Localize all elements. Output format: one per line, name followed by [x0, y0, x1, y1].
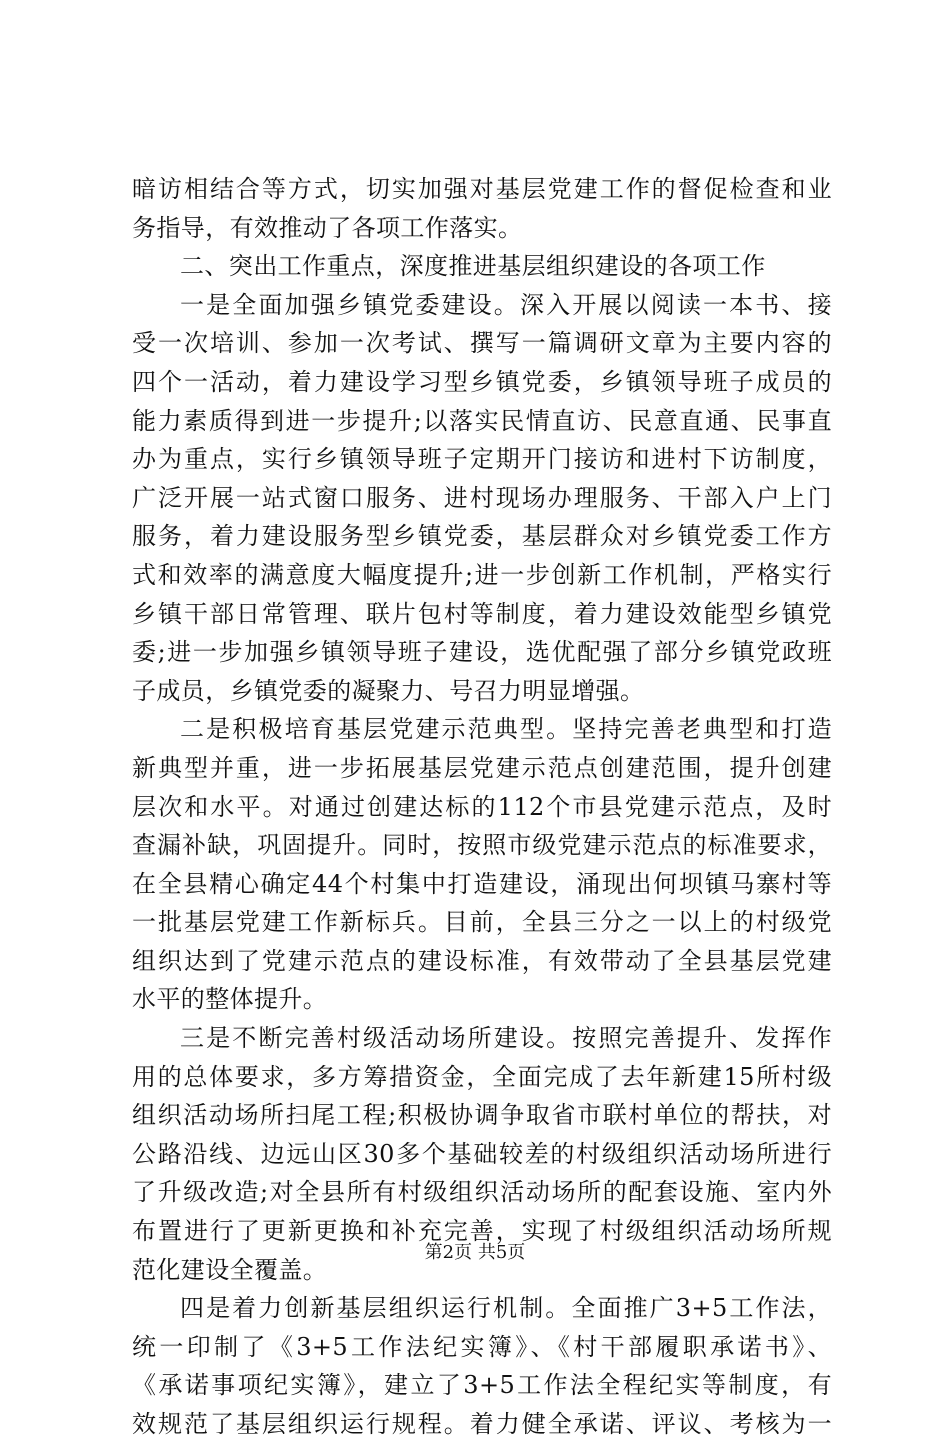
paragraph-start: 一是全面加强乡镇党委建设。深入开展以阅读一本书、接	[180, 290, 832, 319]
paragraph-start: 二是积极培育基层党建示范典型。坚持完善老典型和打造	[180, 715, 832, 744]
text-line: 委;进一步加强乡镇领导班子建设，选优配强了部分乡镇党政班	[132, 638, 832, 667]
text-line: 式和效率的满意度大幅度提升;进一步创新工作机制，严格实行	[132, 560, 832, 589]
text-line: 范化建设全覆盖。	[132, 1255, 328, 1284]
text-line: 一批基层党建工作新标兵。目前，全县三分之一以上的村级党	[132, 908, 832, 937]
text-line: 组织达到了党建示范点的建设标准，有效带动了全县基层党建	[132, 946, 832, 975]
text-line: 组织活动场所扫尾工程;积极协调争取省市联村单位的帮扶，对	[132, 1101, 832, 1130]
text-line: 水平的整体提升。	[132, 985, 328, 1014]
text-line: 办为重点，实行乡镇领导班子定期开门接访和进村下访制度，	[132, 445, 832, 474]
text-line: 乡镇干部日常管理、联片包村等制度，着力建设效能型乡镇党	[132, 599, 832, 628]
text-line: 能力素质得到进一步提升;以落实民情直访、民意直通、民事直	[132, 406, 832, 435]
text-line: 暗访相结合等方式，切实加强对基层党建工作的督促检查和业	[132, 175, 832, 203]
text-line: 统一印制了《3+5工作法纪实簿》、《村干部履职承诺书》、	[132, 1332, 832, 1361]
text-line: 效规范了基层组织运行规程。着力健全承诺、评议、考核为一	[132, 1410, 832, 1438]
page-number-footer: 第2页 共5页	[424, 1242, 526, 1263]
text-line: 广泛开展一站式窗口服务、进村现场办理服务、干部入户上门	[132, 483, 832, 512]
text-line: 《承诺事项纪实簿》，建立了3+5工作法全程纪实等制度，有	[132, 1371, 832, 1400]
text-line: 查漏补缺，巩固提升。同时，按照市级党建示范点的标准要求，	[132, 831, 832, 860]
text-line: 了升级改造;对全县所有村级组织活动场所的配套设施、室内外	[132, 1178, 832, 1207]
text-line: 层次和水平。对通过创建达标的112个市县党建示范点，及时	[132, 792, 832, 821]
paragraph-start: 三是不断完善村级活动场所建设。按照完善提升、发挥作	[180, 1024, 832, 1053]
text-line: 新典型并重，进一步拓展基层党建示范点创建范围，提升创建	[132, 753, 832, 782]
text-line: 受一次培训、参加一次考试、撰写一篇调研文章为主要内容的	[132, 329, 832, 358]
text-line: 服务，着力建设服务型乡镇党委，基层群众对乡镇党委工作方	[132, 522, 832, 551]
text-line: 子成员，乡镇党委的凝聚力、号召力明显增强。	[132, 676, 645, 705]
text-line: 用的总体要求，多方筹措资金，全面完成了去年新建15所村级	[132, 1062, 832, 1091]
text-line: 四个一活动，着力建设学习型乡镇党委，乡镇领导班子成员的	[132, 367, 832, 396]
section-heading: 二、突出工作重点，深度推进基层组织建设的各项工作	[180, 252, 766, 281]
paragraph-start: 四是着力创新基层组织运行机制。全面推广3+5工作法，	[180, 1294, 832, 1323]
text-line: 在全县精心确定44个村集中打造建设，涌现出何坝镇马寨村等	[132, 869, 832, 898]
text-line: 务指导，有效推动了各项工作落实。	[132, 213, 523, 242]
text-line: 公路沿线、边远山区30多个基础较差的村级组织活动场所进行	[132, 1139, 832, 1168]
text-line: 布置进行了更新更换和补充完善，实现了村级组织活动场所规	[132, 1217, 832, 1246]
